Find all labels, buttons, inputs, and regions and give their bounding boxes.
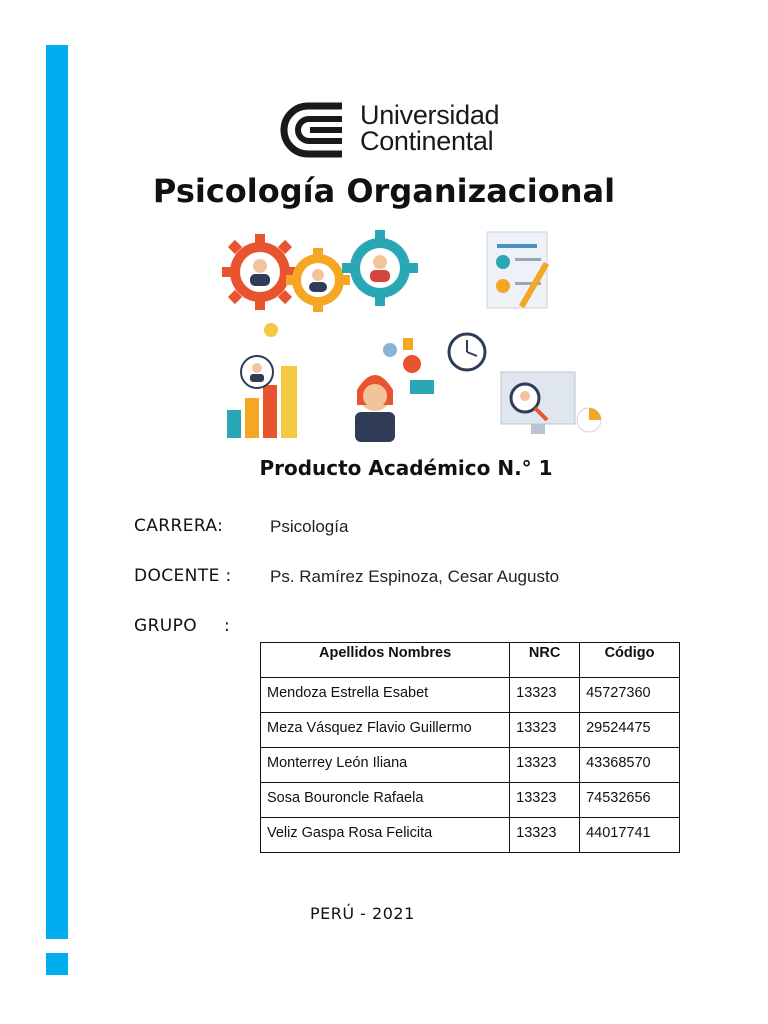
member-code: 44017741 [580, 818, 680, 853]
grupo-label: GRUPO [134, 616, 198, 636]
docente-label: DOCENTE : [134, 566, 232, 586]
grupo-colon: : [224, 616, 230, 636]
member-nrc: 13323 [510, 783, 580, 818]
gear-icon [286, 248, 350, 312]
clock-icon [449, 334, 485, 370]
side-accent-square [46, 953, 68, 975]
carrera-label: CARRERA: [134, 516, 224, 536]
header-apellidos-nombres: Apellidos Nombres [261, 643, 510, 678]
organizational-psychology-illustration [205, 220, 615, 442]
member-code: 45727360 [580, 678, 680, 713]
logo-line-2: Continental [360, 126, 494, 156]
document-icon [487, 232, 549, 308]
gear-icon [342, 230, 418, 306]
docente-value: Ps. Ramírez Espinoza, Cesar Augusto [270, 567, 560, 586]
university-logo [280, 102, 520, 158]
member-code: 43368570 [580, 748, 680, 783]
member-name: Meza Vásquez Flavio Guillermo [261, 713, 510, 748]
page-title: Psicología Organizacional [152, 172, 616, 210]
group-members-table [260, 642, 680, 853]
table-row [261, 783, 680, 818]
product-subtitle: Producto Académico N.° 1 [259, 456, 553, 480]
member-code: 29524475 [580, 713, 680, 748]
member-nrc: 13323 [510, 748, 580, 783]
member-name: Veliz Gaspa Rosa Felicita [261, 818, 510, 853]
bar-chart-icon [227, 323, 297, 438]
footer-country-year: PERÚ - 2021 [310, 904, 415, 923]
member-nrc: 13323 [510, 713, 580, 748]
logo-line-1: Universidad [360, 100, 500, 130]
member-code: 74532656 [580, 783, 680, 818]
monitor-icon [501, 372, 601, 434]
table-row [261, 678, 680, 713]
table-row [261, 713, 680, 748]
member-name: Sosa Bouroncle Rafaela [261, 783, 510, 818]
table-header-row [261, 643, 680, 678]
carrera-value: Psicología [270, 517, 349, 536]
member-name: Monterrey León Iliana [261, 748, 510, 783]
gear-icon [222, 234, 298, 310]
table-row [261, 818, 680, 853]
member-name: Mendoza Estrella Esabet [261, 678, 510, 713]
header-nrc: NRC [510, 643, 580, 678]
universidad-continental-logo-icon [280, 102, 350, 158]
member-nrc: 13323 [510, 818, 580, 853]
person-icon [355, 338, 434, 442]
header-codigo: Código [580, 643, 680, 678]
member-nrc: 13323 [510, 678, 580, 713]
table-row [261, 748, 680, 783]
logo-text [360, 102, 499, 154]
